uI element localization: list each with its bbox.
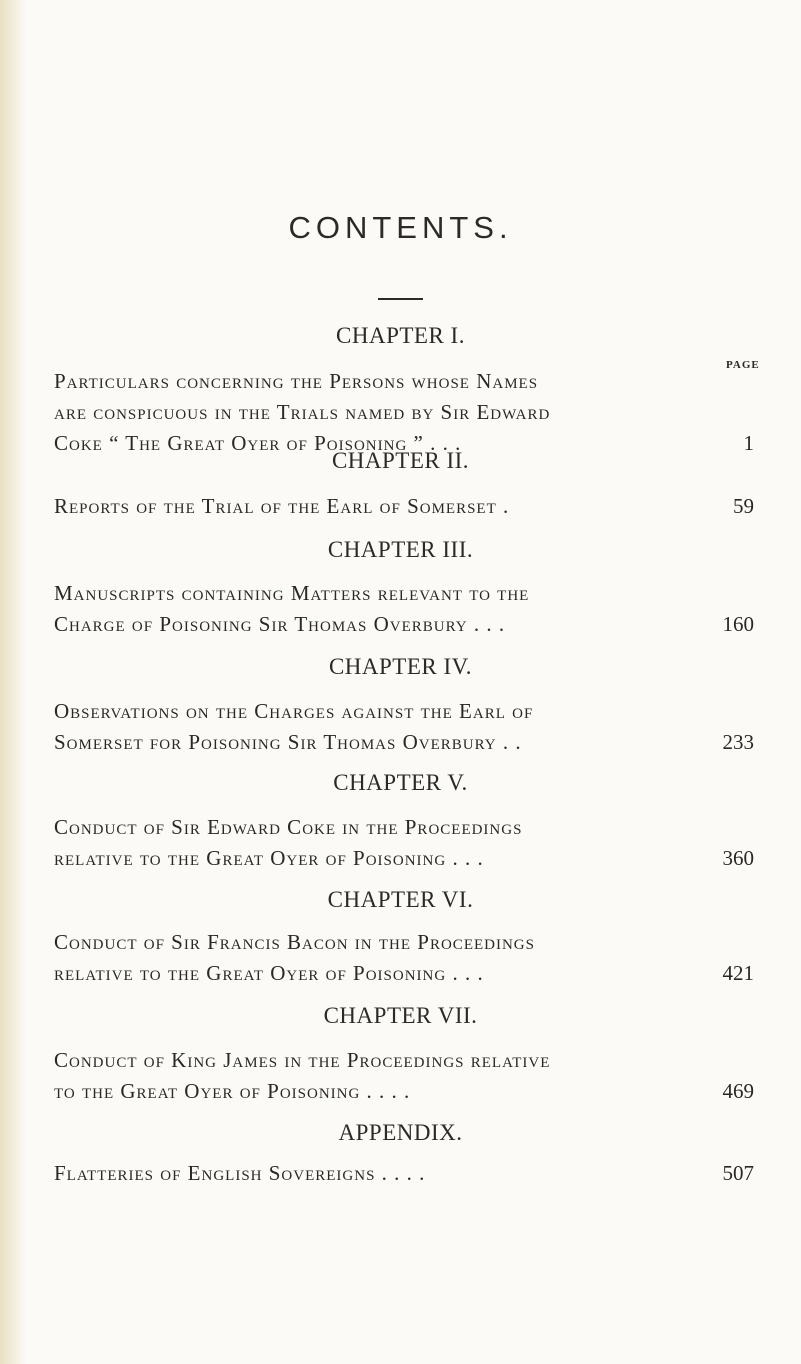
page-number: 421	[722, 961, 754, 985]
entry-text: Reports of the Trial of the Earl of Somerset .	[54, 494, 510, 518]
page-number: 160	[722, 612, 754, 636]
toc-entry	[54, 1158, 754, 1189]
page-number: 59	[733, 494, 754, 518]
page-number: 507	[722, 1161, 754, 1185]
toc-entry	[54, 812, 754, 874]
page-number: 233	[722, 730, 754, 754]
entry-text: Coke “ The Great Oyer of Poisoning ” . . .	[54, 431, 462, 455]
chapter-heading: CHAPTER VI.	[327, 887, 474, 912]
chapter-heading: CHAPTER IV.	[328, 654, 473, 679]
entry-text: Flatteries of English Sovereigns . . . .	[54, 1161, 426, 1185]
page-column-heading: PAGE	[726, 359, 760, 371]
entry-text: relative to the Great Oyer of Poisoning . . .	[54, 961, 484, 985]
toc-entry	[54, 366, 754, 459]
page-number: 469	[722, 1079, 754, 1103]
page-edge-shadow	[0, 0, 26, 1364]
chapter-heading: CHAPTER III.	[327, 537, 474, 562]
entry-text: Conduct of Sir Francis Bacon in the Proceedings	[54, 930, 535, 954]
page-title: CONTENTS.	[288, 210, 513, 245]
toc-entry	[54, 927, 754, 989]
entry-text: are conspicuous in the Trials named by Sir Edward	[54, 400, 551, 424]
toc-entry	[54, 696, 754, 758]
entry-text: Charge of Poisoning Sir Thomas Overbury . . .	[54, 612, 506, 636]
entry-text: Conduct of King James in the Proceedings relative	[54, 1048, 551, 1072]
entry-text: Somerset for Poisoning Sir Thomas Overbury . .	[54, 730, 522, 754]
entry-text: Observations on the Charges against the Earl of	[54, 699, 534, 723]
title-rule	[378, 298, 423, 300]
chapter-heading: CHAPTER V.	[333, 770, 468, 795]
chapter-heading: CHAPTER I.	[336, 323, 465, 348]
chapter-heading: CHAPTER II.	[331, 448, 470, 473]
toc-entry	[54, 491, 754, 522]
entry-text: Manuscripts containing Matters relevant to the	[54, 581, 530, 605]
page-number: 360	[722, 846, 754, 870]
toc-entry	[54, 578, 754, 640]
toc-entry	[54, 1045, 754, 1107]
entry-text: relative to the Great Oyer of Poisoning . . .	[54, 846, 484, 870]
appendix-heading: APPENDIX.	[338, 1120, 463, 1145]
entry-text: Particulars concerning the Persons whose Names	[54, 369, 539, 393]
entry-text: Conduct of Sir Edward Coke in the Proceedings	[54, 815, 523, 839]
entry-text: to the Great Oyer of Poisoning . . . .	[54, 1079, 411, 1103]
page-number: 1	[743, 431, 754, 455]
chapter-heading: CHAPTER VII.	[323, 1003, 478, 1028]
